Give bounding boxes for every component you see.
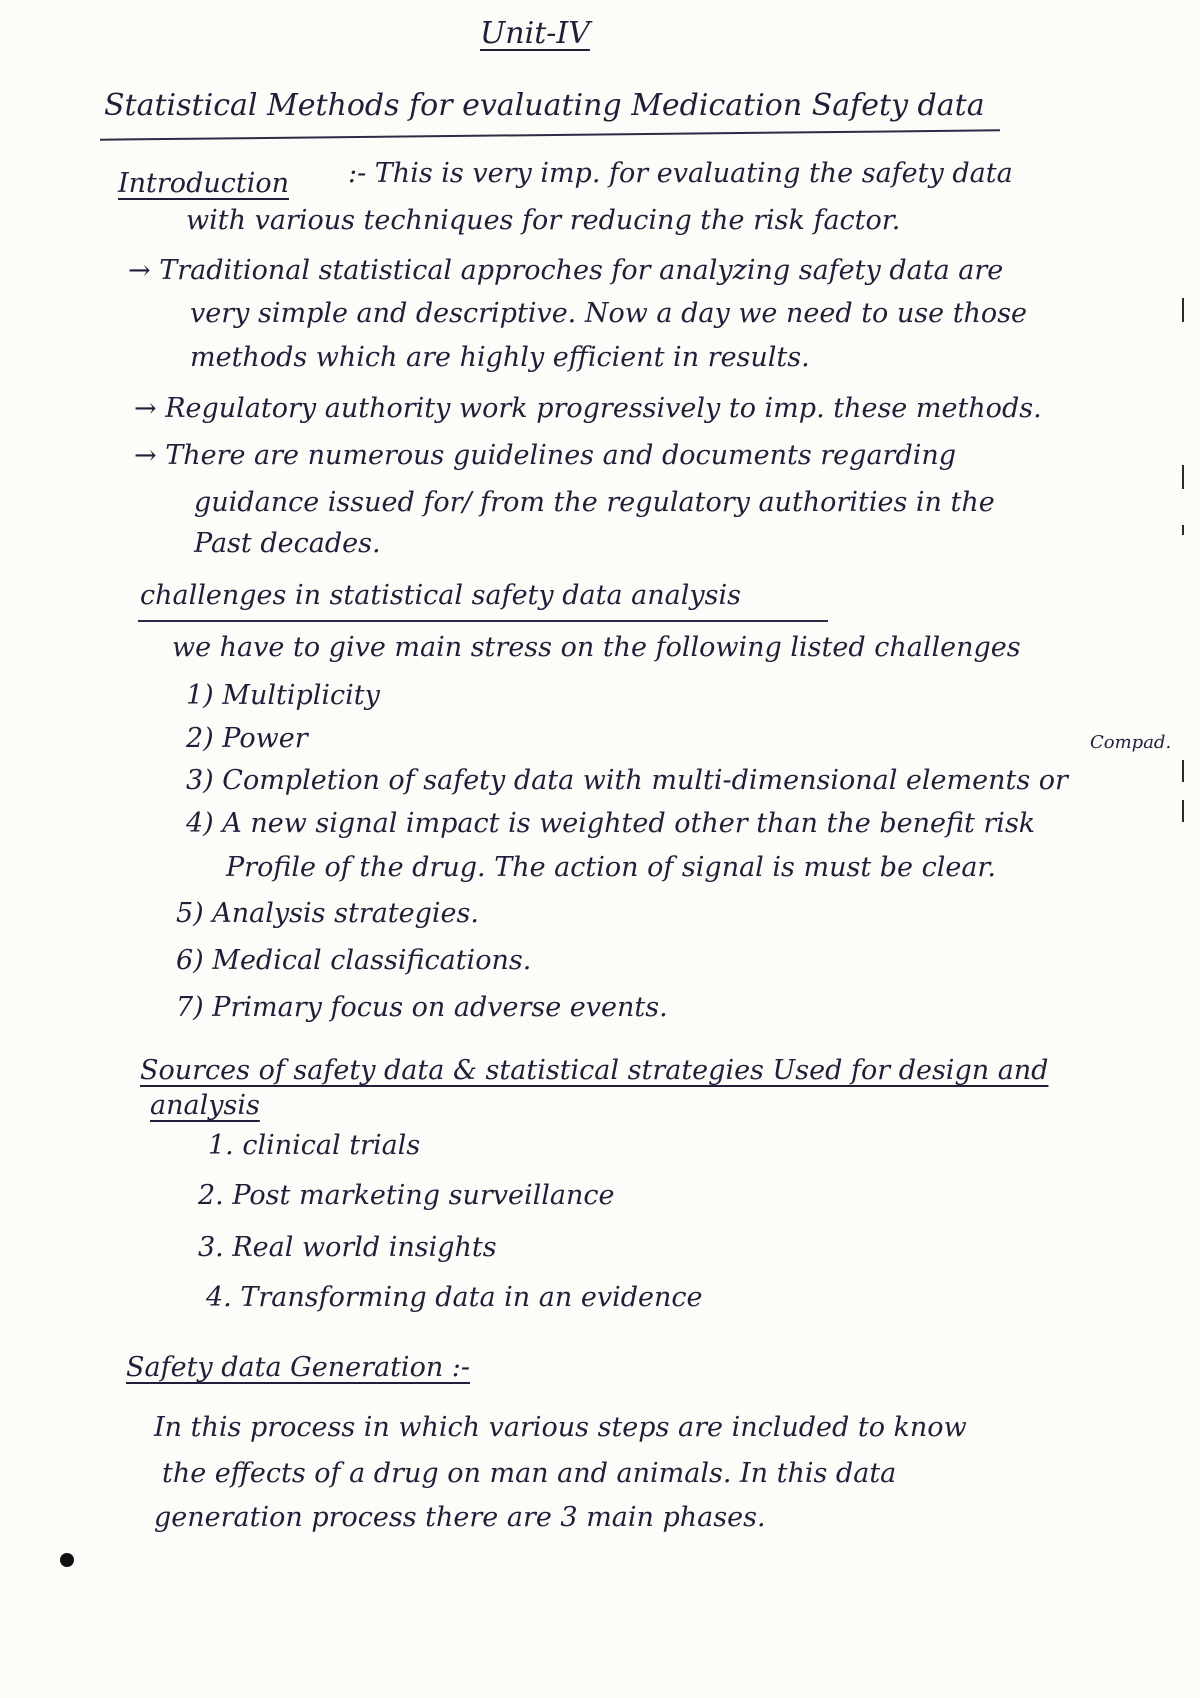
generation-line: In this process in which various steps are included to know <box>154 1412 967 1443</box>
page-dot <box>60 1553 74 1567</box>
sources-heading-continuation: analysis <box>150 1090 260 1121</box>
margin-note: Compad. <box>1090 732 1172 753</box>
generation-heading: Safety data Generation :- <box>126 1352 471 1383</box>
intro-bullet: → Regulatory authority work progressively to imp. these methods. <box>134 393 1042 424</box>
edge-mark <box>1182 298 1184 322</box>
intro-bullet: → There are numerous guidelines and documents regarding <box>134 440 957 471</box>
intro-line: guidance issued for/ from the regulatory authorities in the <box>194 487 995 518</box>
challenge-item: 3) Completion of safety data with multi-dimensional elements or <box>186 765 1068 796</box>
sources-heading: Sources of safety data & statistical strategies Used for design and <box>140 1055 1049 1086</box>
source-item: 3. Real world insights <box>198 1232 497 1263</box>
introduction-label: Introduction <box>118 168 289 199</box>
intro-line: :- This is very imp. for evaluating the safety data <box>348 158 1013 189</box>
edge-mark <box>1182 525 1184 535</box>
challenge-item: 5) Analysis strategies. <box>176 898 479 929</box>
source-item: 1. clinical trials <box>208 1130 421 1161</box>
challenges-intro: we have to give main stress on the following listed challenges <box>172 632 1021 663</box>
edge-mark <box>1182 800 1184 822</box>
generation-line: generation process there are 3 main phases. <box>154 1502 766 1533</box>
source-item: 4. Transforming data in an evidence <box>206 1282 703 1313</box>
unit-heading: Unit-IV <box>480 16 590 51</box>
challenge-item: 4) A new signal impact is weighted other than the benefit risk <box>186 808 1036 839</box>
challenge-item-continuation: Profile of the drug. The action of signal is must be clear. <box>226 852 996 883</box>
challenges-underline <box>138 620 828 622</box>
intro-line: with various techniques for reducing the risk factor. <box>186 205 901 236</box>
source-item: 2. Post marketing surveillance <box>198 1180 615 1211</box>
challenge-item: 2) Power <box>186 723 308 754</box>
intro-line: Past decades. <box>194 528 381 559</box>
challenges-heading: challenges in statistical safety data analysis <box>140 580 741 611</box>
intro-line: methods which are highly efficient in results. <box>190 342 810 373</box>
generation-line: the effects of a drug on man and animals. In this data <box>162 1458 897 1489</box>
edge-mark <box>1182 760 1184 782</box>
intro-line: very simple and descriptive. Now a day we need to use those <box>190 298 1028 329</box>
challenge-item: 1) Multiplicity <box>186 680 380 711</box>
challenge-item: 7) Primary focus on adverse events. <box>176 992 668 1023</box>
main-title: Statistical Methods for evaluating Medication Safety data <box>104 88 985 123</box>
edge-mark <box>1182 465 1184 489</box>
title-underline <box>100 129 1000 140</box>
intro-bullet: → Traditional statistical approches for analyzing safety data are <box>128 255 1004 286</box>
challenge-item: 6) Medical classifications. <box>176 945 532 976</box>
